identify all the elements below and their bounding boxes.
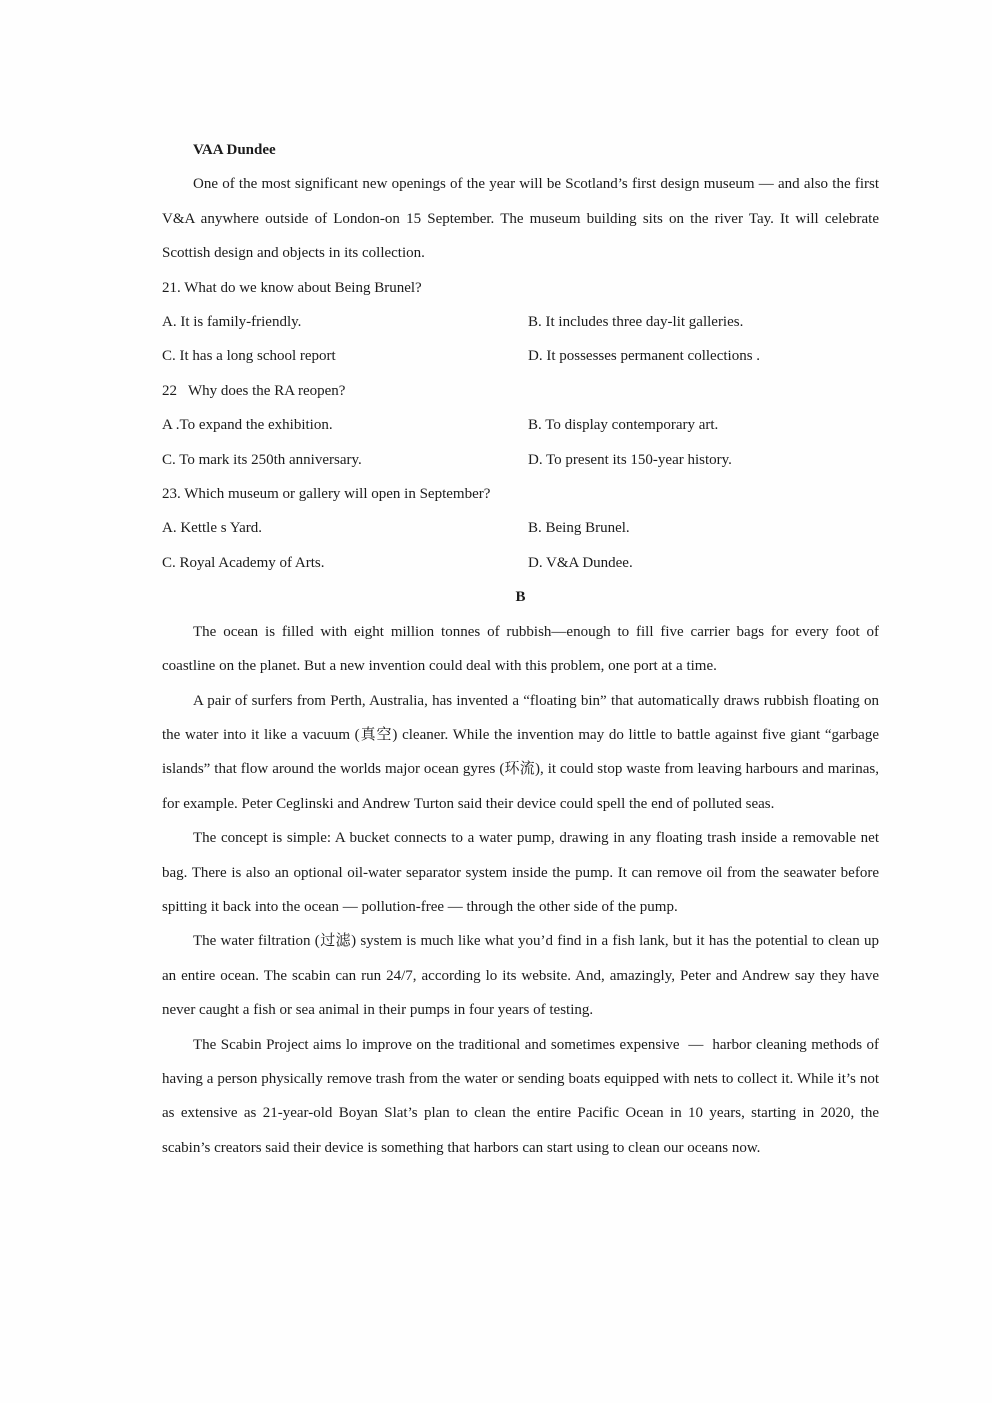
question-23-option-c: C. Royal Academy of Arts. — [162, 554, 325, 571]
question-23-text: 23. Which museum or gallery will open in September? — [162, 486, 491, 503]
question-23-option-b: B. Being Brunel. — [528, 520, 630, 537]
question-22-option-c: C. To mark its 250th anniversary. — [162, 451, 362, 468]
question-22 — [162, 374, 879, 477]
question-21-option-c: C. It has a long school report — [162, 348, 336, 365]
question-23-option-d: D. V&A Dundee. — [528, 554, 633, 571]
question-22-options-row-2 — [162, 443, 879, 477]
question-22-option-a: A .To expand the exhibition. — [162, 417, 333, 434]
question-23-options-row-2 — [162, 546, 879, 580]
question-23-option-a: A. Kettle s Yard. — [162, 520, 262, 537]
question-22-text: 22 Why does the RA reopen? — [162, 382, 346, 399]
question-22-option-d: D. To present its 150-year history. — [528, 451, 732, 468]
passage-b-paragraph-5: The Scabin Project aims lo improve on the traditional and sometimes expensive — harbor cleaning methods of having a person physically remove trash from the water or sending boats equipped with nets to collect it. While it’s not as extensive as 21-year-old Boyan Slat’s plan to clean the entire Pacific Ocean in 10 years, starting in 2020, the scabin’s creators said their device is something that harbors can start using to clean our oceans now. — [162, 1036, 879, 1156]
question-21-text: 21. What do we know about Being Brunel? — [162, 279, 422, 296]
question-21-option-d: D. It possesses permanent collections . — [528, 348, 761, 365]
passage-b-paragraph-2: A pair of surfers from Perth, Australia, has invented a “floating bin” that automatically draws rubbish floating on the water into it like a vacuum (真空) cleaner. While the invention may do little to battle against five giant “garbage islands” that flow around the worlds major ocean gyres (环流), it could stop waste from leaving harbours and marinas, for example. Peter Ceglinski and Andrew Turton said their device could spell the end of polluted seas. — [162, 692, 879, 812]
exam-page-content — [162, 133, 879, 1165]
question-22-option-b: B. To display contemporary art. — [528, 417, 719, 434]
passage-b-paragraph-4: The water filtration (过滤) system is much like what you’d find in a fish lank, but it has the potential to clean up an entire ocean. The scabin can run 24/7, according lo its website. And, amazingly, Peter and Andrew say they have never caught a fish or sea animal in their pumps in four years of testing. — [162, 933, 879, 1019]
question-22-options-row-1 — [162, 408, 879, 442]
passage-b-paragraph-3: The concept is simple: A bucket connects to a water pump, drawing in any floating trash inside a removable net bag. There is also an optional oil-water separator system inside the pump. It can remove oil from the seawater before spitting it back into the ocean — pollution-free — through the other side of the pump. — [162, 830, 879, 915]
question-21-option-a: A. It is family-friendly. — [162, 314, 302, 331]
question-21-options-row-1 — [162, 305, 879, 339]
question-21-option-b: B. It includes three day-lit galleries. — [528, 314, 744, 331]
question-21-options-row-2 — [162, 339, 879, 373]
question-21 — [162, 271, 879, 374]
passage-b-paragraph-1: The ocean is filled with eight million tonnes of rubbish—enough to fill five carrier bags for every foot of coastline on the planet. But a new invention could deal with this problem, one port at a time. — [162, 623, 879, 675]
question-23-options-row-1 — [162, 511, 879, 545]
passage-b-heading: B — [515, 589, 526, 606]
question-23 — [162, 477, 879, 580]
passage-a-paragraph: One of the most significant new openings of the year will be Scotland’s first design museum — and also the first V&A anywhere outside of London-on 15 September. The museum building sits on the river Tay. It will celebrate Scottish design and objects in its collection. — [162, 176, 879, 262]
passage-a-title: VAA Dundee — [193, 142, 276, 158]
